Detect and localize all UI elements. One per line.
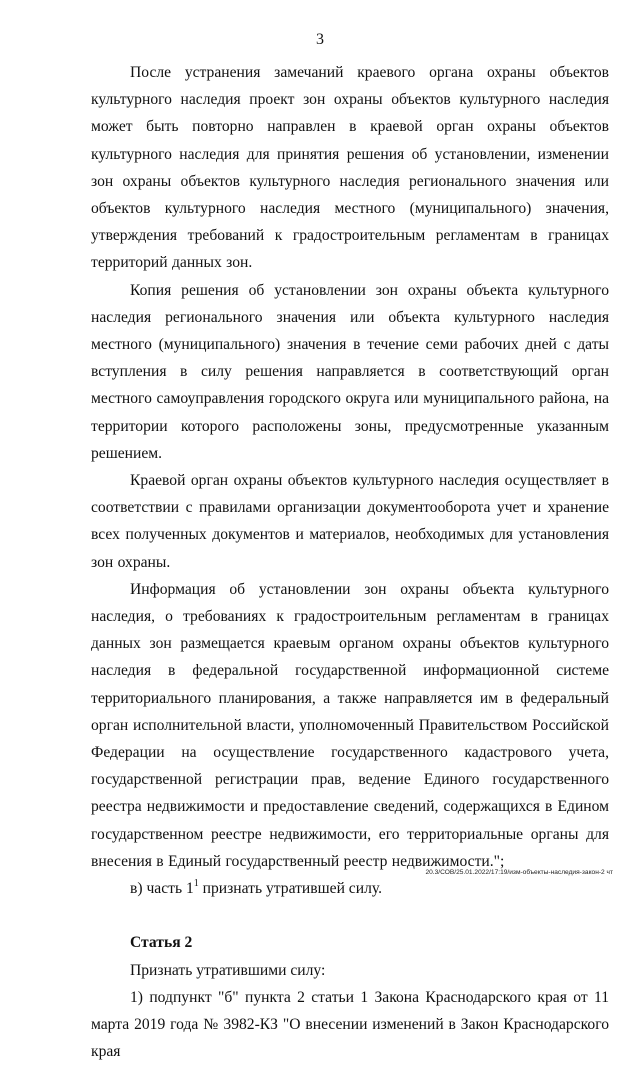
paragraph-resubmission: После устранения замечаний краевого органа охраны объектов культурного наследия проект зон охраны объектов культурного наследия может быть повторно направлен в краевой орган охраны объектов культурного наследия для принятия решения об установлении, изменении зон охраны объектов культурного наследия регионального значения или объектов культурного наследия местного (муниципального) значения, утверждения требований к градостроительным регламентам в границах территорий данных зон.	[91, 64, 609, 272]
article-2-item-1: 1) подпункт "б" пункта 2 статьи 1 Закона Краснодарского края от 11 марта 2019 года № 3982-КЗ "О внесении изменений в Закон Краснодарского края	[91, 988, 609, 1061]
document-footer-reference: 20.3/СОВ/25.01.2022/17:19/изм-объекты-наследия-закон-2 чт	[425, 869, 613, 876]
article-2-title: Статья 2	[130, 934, 193, 952]
item-v-superscript: 1	[193, 877, 199, 889]
paragraph-decision-copy: Копия решения об установлении зон охраны объекта культурного наследия регионального значения или объекта культурного наследия местного (муниципального) значения в течение семи рабочих дней с даты вступления в силу решения направляется в соответствующий орган местного самоуправления городского округа или муниципального района, на территории которого расположены зоны, предусмотренные указанным решением.	[91, 281, 609, 462]
item-v-prefix: в) часть 1	[130, 880, 194, 898]
article-2-intro: Признать утратившими силу:	[130, 961, 326, 979]
item-v-suffix: признать утратившей силу.	[198, 880, 382, 898]
page-number: 3	[316, 31, 324, 48]
item-v-line	[91, 875, 609, 902]
paragraph-records-storage: Краевой орган охраны объектов культурного наследия осуществляет в соответствии с правилами организации документооборота учет и хранение всех полученных документов и материалов, необходимых для установления зон охраны.	[91, 472, 609, 571]
document-body	[91, 59, 609, 1065]
paragraph-information-publication: Информация об установлении зон охраны объекта культурного наследия, о требованиях к градостроительным регламентам в границах данных зон размещается краевым органом охраны объектов культурного наследия в федеральной государственной информационной системе территориального планирования, а также направляется им в федеральный орган исполнительной власти, уполномоченный Правительством Российской Федерации на осуществление государственного кадастрового учета, государственной регистрации прав, ведение Единого государственного реестра недвижимости и предоставление сведений, содержащихся в Едином государственном реестре недвижимости, его территориальные органы для внесения в Единый государственный реестр недвижимости.";	[91, 580, 609, 870]
